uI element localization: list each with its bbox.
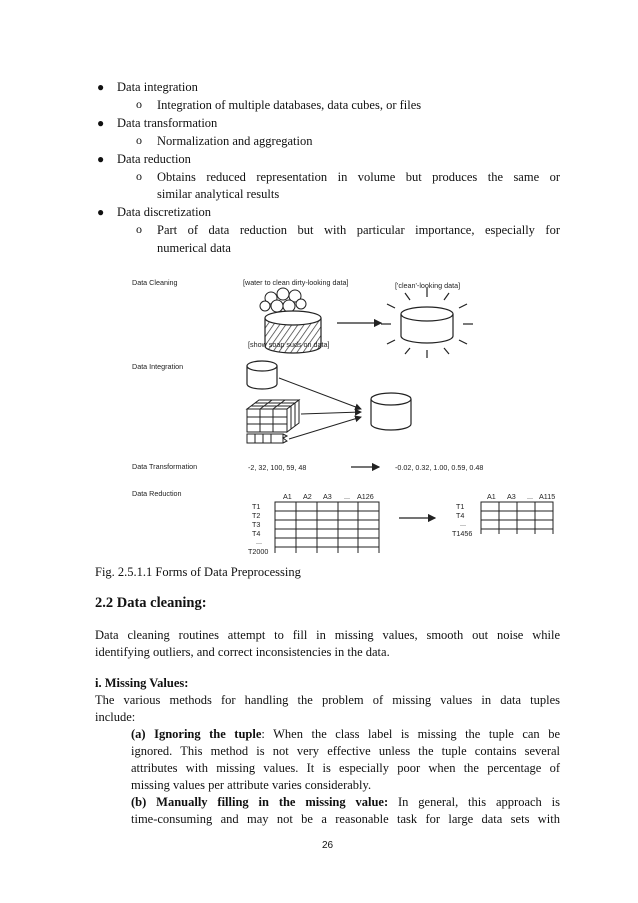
circle-bullet-icon: o (136, 169, 142, 183)
row-header: ... (460, 519, 466, 528)
transform-output-values: -0.02, 0.32, 1.00, 0.59, 0.48 (395, 463, 484, 472)
transform-input-values: -2, 32, 100, 59, 48 (248, 463, 307, 472)
column-header: A126 (357, 492, 374, 501)
row-header: T3 (252, 520, 261, 529)
row-header: T4 (252, 529, 261, 538)
row-label-transformation: Data Transformation (132, 462, 198, 471)
item-a-text: : When the class label is missing the tuple can be (261, 727, 560, 741)
sub-bullet-text: similar analytical results (157, 187, 280, 201)
bullet-label: Data integration (117, 80, 198, 94)
bullet-icon: ● (97, 116, 105, 130)
item-a-line (131, 726, 560, 742)
integration-arrow (301, 412, 361, 414)
clean-data-cylinder-icon (401, 307, 453, 343)
page-number: 26 (322, 840, 334, 851)
item-b-line (131, 794, 560, 810)
row-header: T2 (252, 511, 261, 520)
row-header: T2000 (248, 547, 269, 556)
bullet-icon: ● (97, 80, 105, 94)
preprocessing-figure (125, 266, 555, 558)
column-header: A3 (507, 492, 516, 501)
section-heading: 2.2 Data cleaning: (95, 595, 207, 611)
item-b-text: In general, this approach is (388, 795, 560, 809)
item-b-title: (b) Manually filling in the missing value: (131, 795, 389, 809)
item-a-line: ignored. This method is not very effective unless the tuple contains several (131, 744, 560, 758)
paragraph-line: Data cleaning routines attempt to fill in missing values, smooth out noise while (95, 628, 560, 642)
sub-bullet-text: Integration of multiple databases, data cubes, or files (157, 98, 422, 112)
column-header: ... (527, 492, 533, 501)
row-label-cleaning: Data Cleaning (132, 278, 178, 287)
row-header: T1456 (452, 529, 473, 538)
column-header: A2 (303, 492, 312, 501)
item-b-line: time-consuming and may not be a reasonable task for large data sets with (131, 812, 560, 826)
row-header: T1 (252, 502, 261, 511)
paragraph-line: include: (95, 710, 136, 724)
paragraph-line: The various methods for handling the problem of missing values in data tuples (95, 693, 560, 707)
column-header: A1 (487, 492, 496, 501)
row-label-reduction: Data Reduction (132, 489, 182, 498)
subheading: i. Missing Values: (95, 676, 189, 690)
column-header: A1 (283, 492, 292, 501)
paragraph-line: identifying outliers, and correct inconsistencies in the data. (95, 645, 390, 659)
circle-bullet-icon: o (136, 222, 142, 236)
bullet-label: Data discretization (117, 205, 212, 219)
integration-arrow (289, 417, 361, 439)
reduced-data-table (452, 492, 555, 538)
column-header: A3 (323, 492, 332, 501)
soap-suds-icon (260, 288, 306, 312)
bullet-icon: ● (97, 152, 105, 166)
item-a-line: attributes with missing values. It is especially poor when the percentage of (131, 761, 560, 775)
original-data-table (248, 492, 379, 556)
data-cube-icon (247, 400, 299, 432)
sub-bullet-text: Part of data reduction but with particular importance, especially for (157, 223, 560, 237)
column-header: ... (344, 492, 350, 501)
item-a-line: missing values per attribute varies considerably. (131, 778, 372, 792)
cleaning-note-bottom: [show soap suds on data] (248, 340, 330, 349)
source-database-icon (247, 361, 277, 389)
row-header: T1 (456, 502, 465, 511)
bullet-label: Data reduction (117, 152, 191, 166)
item-a-title: (a) Ignoring the tuple (131, 727, 262, 741)
sub-bullet-text: Obtains reduced representation in volume but produces the same or (157, 170, 560, 184)
circle-bullet-icon: o (136, 133, 142, 147)
figure-caption: Fig. 2.5.1.1 Forms of Data Preprocessing (95, 565, 301, 579)
column-header: A115 (539, 492, 555, 501)
cleaning-result-label: ['clean'-looking data] (395, 281, 461, 290)
sub-bullet-text: numerical data (157, 241, 231, 255)
bullet-icon: ● (97, 205, 105, 219)
row-header: T4 (456, 511, 465, 520)
bullet-label: Data transformation (117, 116, 218, 130)
row-header: ... (256, 537, 262, 546)
sub-bullet-text: Normalization and aggregation (157, 134, 313, 148)
circle-bullet-icon: o (136, 97, 142, 111)
integrated-database-icon (371, 393, 411, 430)
cleaning-note-top: [water to clean dirty-looking data] (243, 278, 349, 287)
flat-file-icon (247, 434, 287, 443)
row-label-integration: Data Integration (132, 362, 184, 371)
